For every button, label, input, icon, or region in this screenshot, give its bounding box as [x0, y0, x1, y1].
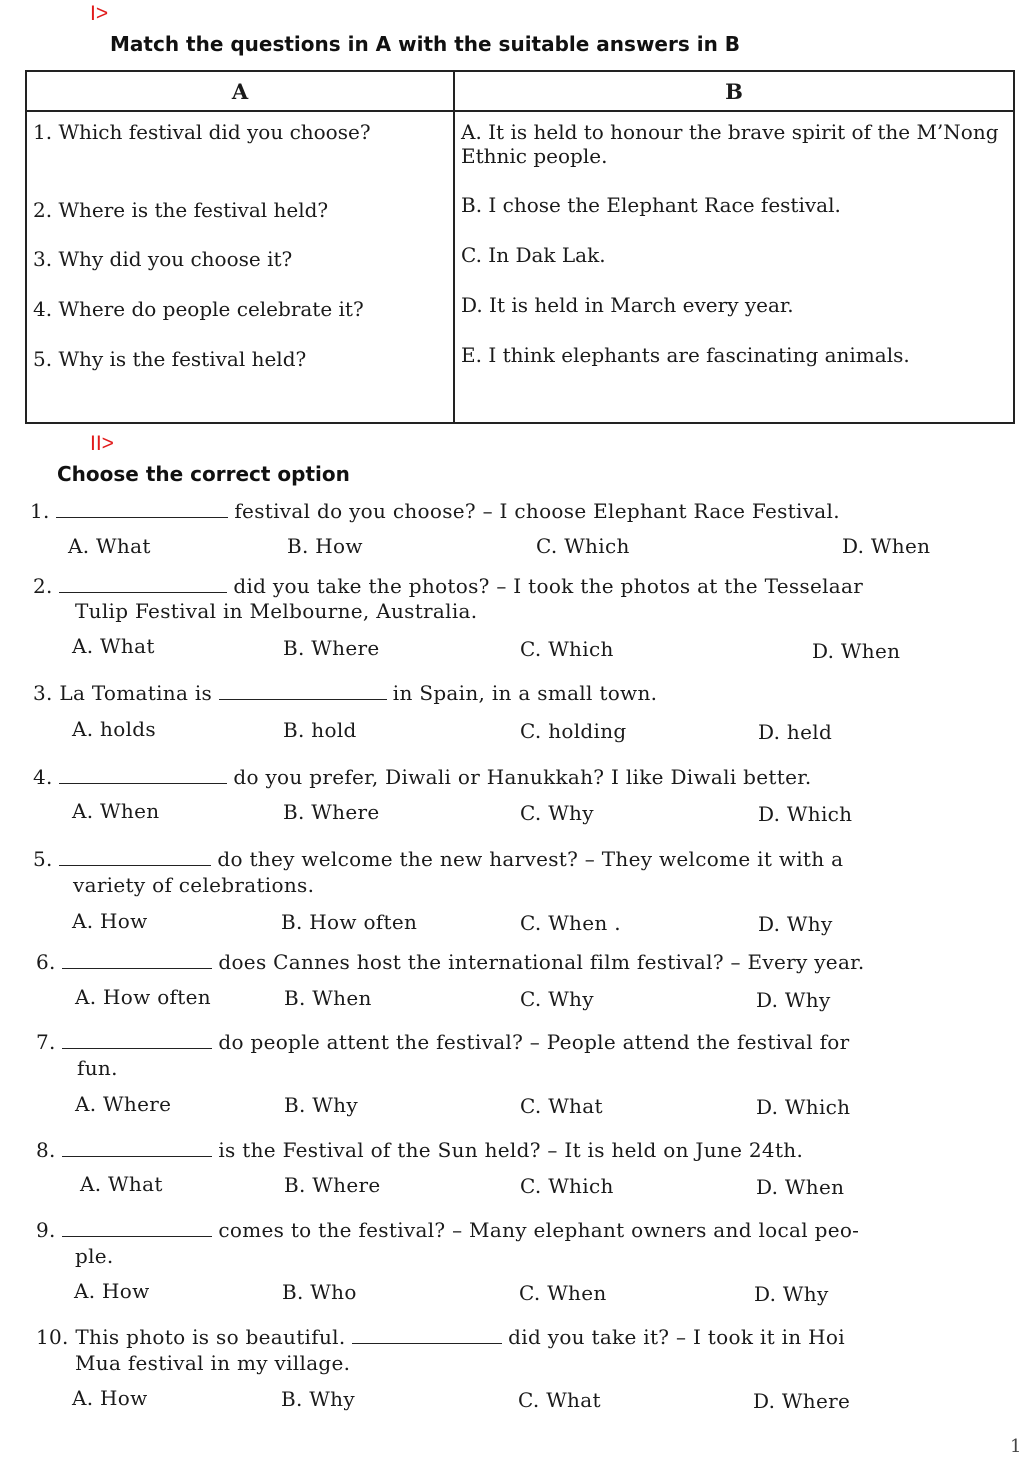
option-7a[interactable]: A. Where — [75, 1092, 172, 1116]
question-item-2-cont: Tulip Festival in Melbourne, Australia. — [75, 599, 478, 623]
option-5d[interactable]: D. Why — [758, 912, 833, 936]
question-item-5-cont: variety of celebrations. — [73, 873, 315, 897]
question-item-8: 8. is the Festival of the Sun held? – It is held on June 24th. — [36, 1138, 804, 1162]
question-item-9: 9. comes to the festival? – Many elephant owners and local peo- — [36, 1218, 860, 1242]
answer-c: C. In Dak Lak. — [461, 243, 606, 267]
part2-heading: Choose the correct option — [57, 462, 350, 486]
question-item-9-cont: ple. — [75, 1244, 114, 1268]
option-10c[interactable]: C. What — [518, 1388, 601, 1412]
option-7b[interactable]: B. Why — [284, 1093, 358, 1117]
answer-d: D. It is held in March every year. — [461, 293, 794, 317]
option-6d[interactable]: D. Why — [756, 988, 831, 1012]
column-b — [454, 111, 1014, 423]
question-4: 4. Where do people celebrate it? — [33, 297, 364, 321]
column-b-header: B — [454, 71, 1014, 111]
option-10d[interactable]: D. Where — [753, 1389, 851, 1413]
option-3c[interactable]: C. holding — [520, 719, 627, 743]
option-5c[interactable]: C. When . — [520, 911, 621, 935]
part1-heading: Match the questions in A with the suitable answers in B — [110, 32, 741, 56]
option-1b[interactable]: B. How — [287, 534, 363, 558]
option-8a[interactable]: A. What — [80, 1172, 163, 1196]
question-item-3: 3. La Tomatina is in Spain, in a small town. — [33, 681, 658, 705]
option-8d[interactable]: D. When — [756, 1175, 845, 1199]
option-2d[interactable]: D. When — [812, 639, 901, 663]
answer-a: A. It is held to honour the brave spirit of the M’Nong Ethnic people. — [461, 120, 999, 168]
option-1d[interactable]: D. When — [842, 534, 931, 558]
option-6b[interactable]: B. When — [284, 986, 372, 1010]
option-7d[interactable]: D. Which — [756, 1095, 851, 1119]
question-item-7: 7. do people attent the festival? – People attend the festival for — [36, 1030, 850, 1054]
question-item-5: 5. do they welcome the new harvest? – They welcome it with a — [33, 847, 844, 871]
part1-numeral: I> — [90, 2, 109, 25]
question-2: 2. Where is the festival held? — [33, 198, 329, 222]
question-item-4: 4. do you prefer, Diwali or Hanukkah? I like Diwali better. — [33, 765, 812, 789]
column-a-header: A — [26, 71, 454, 111]
option-9c[interactable]: C. When — [519, 1281, 607, 1305]
option-2b[interactable]: B. Where — [283, 636, 380, 660]
option-10a[interactable]: A. How — [72, 1386, 148, 1410]
question-3: 3. Why did you choose it? — [33, 247, 293, 271]
option-4b[interactable]: B. Where — [283, 800, 380, 824]
option-4d[interactable]: D. Which — [758, 802, 853, 826]
option-9d[interactable]: D. Why — [754, 1282, 829, 1306]
matching-table — [25, 70, 1015, 424]
option-2a[interactable]: A. What — [72, 634, 155, 658]
part2-numeral: II> — [90, 432, 114, 455]
option-9a[interactable]: A. How — [74, 1279, 150, 1303]
option-10b[interactable]: B. Why — [281, 1387, 355, 1411]
answer-b: B. I chose the Elephant Race festival. — [461, 193, 841, 217]
question-item-10: 10. This photo is so beautiful. did you take it? – I took it in Hoi — [36, 1325, 845, 1349]
question-1: 1. Which festival did you choose? — [33, 120, 371, 144]
option-5b[interactable]: B. How often — [281, 910, 418, 934]
option-6a[interactable]: A. How often — [75, 985, 211, 1009]
option-6c[interactable]: C. Why — [520, 987, 594, 1011]
question-item-1: 1. festival do you choose? – I choose Elephant Race Festival. — [30, 499, 840, 523]
option-7c[interactable]: C. What — [520, 1094, 603, 1118]
question-item-6: 6. does Cannes host the international film festival? – Every year. — [36, 950, 865, 974]
question-5: 5. Why is the festival held? — [33, 347, 307, 371]
option-1c[interactable]: C. Which — [536, 534, 630, 558]
option-3d[interactable]: D. held — [758, 720, 833, 744]
option-8b[interactable]: B. Where — [284, 1173, 381, 1197]
option-8c[interactable]: C. Which — [520, 1174, 614, 1198]
option-4c[interactable]: C. Why — [520, 801, 594, 825]
option-2c[interactable]: C. Which — [520, 637, 614, 661]
option-1a[interactable]: A. What — [68, 534, 151, 558]
question-item-7-cont: fun. — [77, 1056, 118, 1080]
option-3a[interactable]: A. holds — [72, 717, 156, 741]
option-4a[interactable]: A. When — [72, 799, 160, 823]
question-item-2: 2. did you take the photos? – I took the photos at the Tesselaar — [33, 574, 864, 598]
answer-e: E. I think elephants are fascinating animals. — [461, 343, 910, 367]
page-number: 1 — [1010, 1436, 1022, 1457]
question-item-10-cont: Mua festival in my village. — [75, 1351, 351, 1375]
column-a — [26, 111, 454, 423]
option-3b[interactable]: B. hold — [283, 718, 357, 742]
option-9b[interactable]: B. Who — [282, 1280, 357, 1304]
option-5a[interactable]: A. How — [72, 909, 148, 933]
